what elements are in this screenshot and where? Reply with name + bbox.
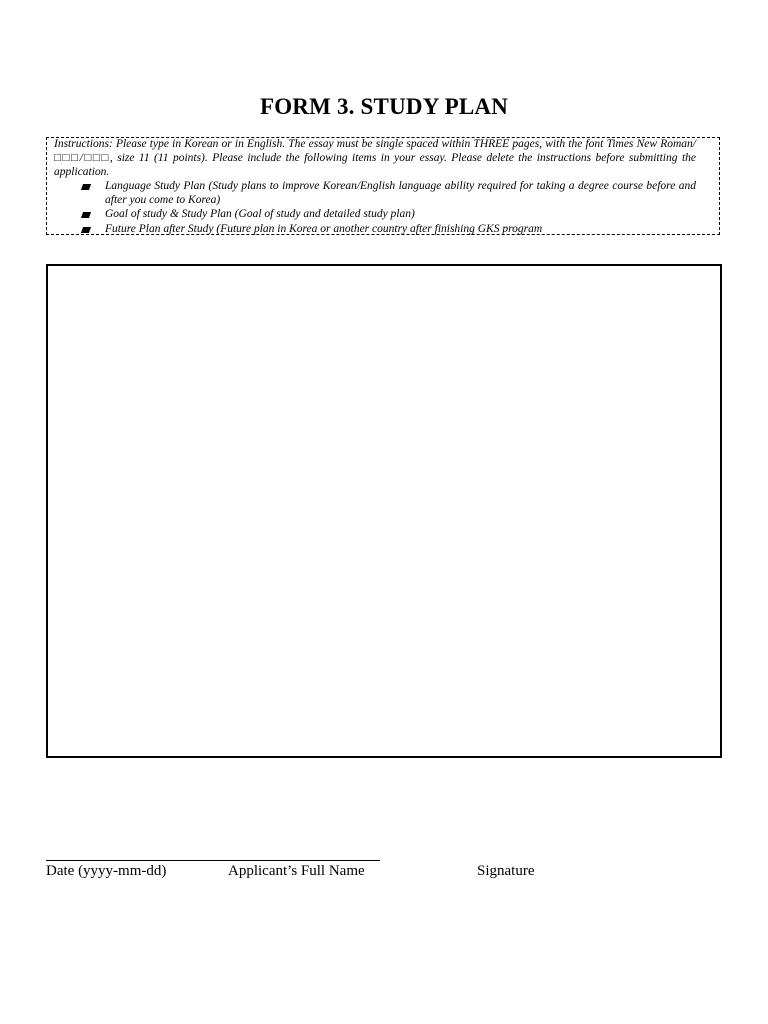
- date-label: Date (yyyy-mm-dd): [46, 863, 167, 879]
- page-title: FORM 3. STUDY PLAN: [259, 94, 509, 119]
- square-bullet-icon: [81, 227, 91, 233]
- list-item-text: Goal of study & Study Plan (Goal of study and detailed study plan): [105, 208, 415, 221]
- list-item: [54, 223, 696, 237]
- square-bullet-icon: [81, 184, 91, 190]
- list-item: [54, 208, 696, 222]
- instructions-list: [54, 180, 696, 236]
- instructions-box: [46, 137, 720, 235]
- applicant-name-label: Applicant’s Full Name: [228, 863, 365, 879]
- list-item-text: Language Study Plan (Study plans to improve Korean/English language ability required for taking a degree course before and after you come to Korea): [105, 180, 696, 207]
- square-bullet-icon: [81, 212, 91, 218]
- list-item: [54, 180, 696, 208]
- instructions-text: Instructions: Please type in Korean or in English. The essay must be single spaced within THREE pages, with the font Times New Roman/□□□/□□□, size 11 (11 points). Please include the following items in your essay. Please delete the instructions before submitting the application.: [54, 138, 696, 178]
- signature-line: [46, 860, 380, 861]
- essay-text-area[interactable]: [46, 264, 722, 758]
- signature-label: Signature: [477, 863, 535, 879]
- list-item-text: Future Plan after Study (Future plan in Korea or another country after finishing GKS program: [105, 222, 543, 235]
